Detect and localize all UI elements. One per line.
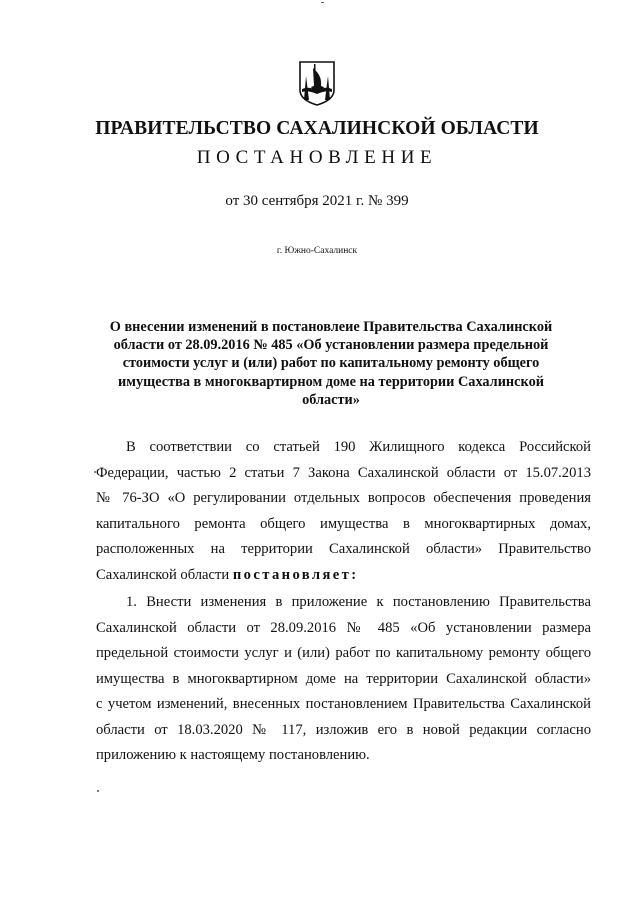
subject-line: области от 28.09.2016 № 485 «Об установлении размера предельной [113, 337, 549, 354]
body-line: капитального ремонта общего имущества в многоквартирных домах, [96, 515, 591, 532]
document-type: ПОСТАНОВЛЕНИЕ [196, 147, 438, 168]
scan-speck [97, 790, 99, 792]
body-line-resolution [96, 563, 591, 589]
item1-line: приложению к настоящему постановлению. [96, 747, 370, 763]
item1-line: имущества в многоквартирном доме на территории Сахалинской области» [96, 670, 591, 687]
body-line: № 76-ЗО «О регулировании отдельных вопросов обеспечения проведения [96, 490, 591, 506]
body-line: В соответствии со статьей 190 Жилищного кодекса Российской [126, 439, 591, 455]
item1-line: с учетом изменений, внесенных постановлением Правительства Сахалинской [96, 696, 591, 712]
item1-line: Сахалинской области от 28.09.2016 № 485 «Об установлении размера [96, 619, 591, 636]
subject-line: имущества в многоквартирном доме на территории Сахалинской [118, 373, 544, 390]
preamble-ending: Сахалинской области [96, 566, 233, 583]
subject-line: О внесении изменений в постановлеие Правительства Сахалинской [109, 319, 553, 335]
document-date-number: от 30 сентября 2021 г. № 399 [225, 193, 409, 209]
scan-speck [94, 471, 96, 473]
resolution-keyword: постановляет: [232, 566, 359, 583]
item1-line: предельной стоимости услуг и (или) работ по капитальному ремонту общего [96, 645, 591, 661]
item1-line: 1. Внести изменения в приложение к постановлению Правительства [126, 594, 591, 610]
scan-speck [321, 2, 324, 3]
organization-title: ПРАВИТЕЛЬСТВО САХАЛИНСКОЙ ОБЛАСТИ [95, 118, 539, 139]
body-line: Федерации, частью 2 статьи 7 Закона Сахалинской области от 15.07.2013 [96, 464, 591, 481]
body-line: расположенных на территории Сахалинской области» Правительство [96, 541, 591, 557]
subject-line: области» [302, 391, 360, 408]
coat-of-arms-icon [298, 60, 336, 106]
document-body [96, 435, 591, 769]
item1-line: области от 18.03.2020 № 117, изложив его в новой редакции согласно [96, 721, 591, 738]
document-subject [96, 318, 566, 409]
subject-line: стоимости услуг и (или) работ по капитальному ремонту общего [122, 355, 540, 372]
document-city: г. Южно-Сахалинск [276, 246, 358, 256]
